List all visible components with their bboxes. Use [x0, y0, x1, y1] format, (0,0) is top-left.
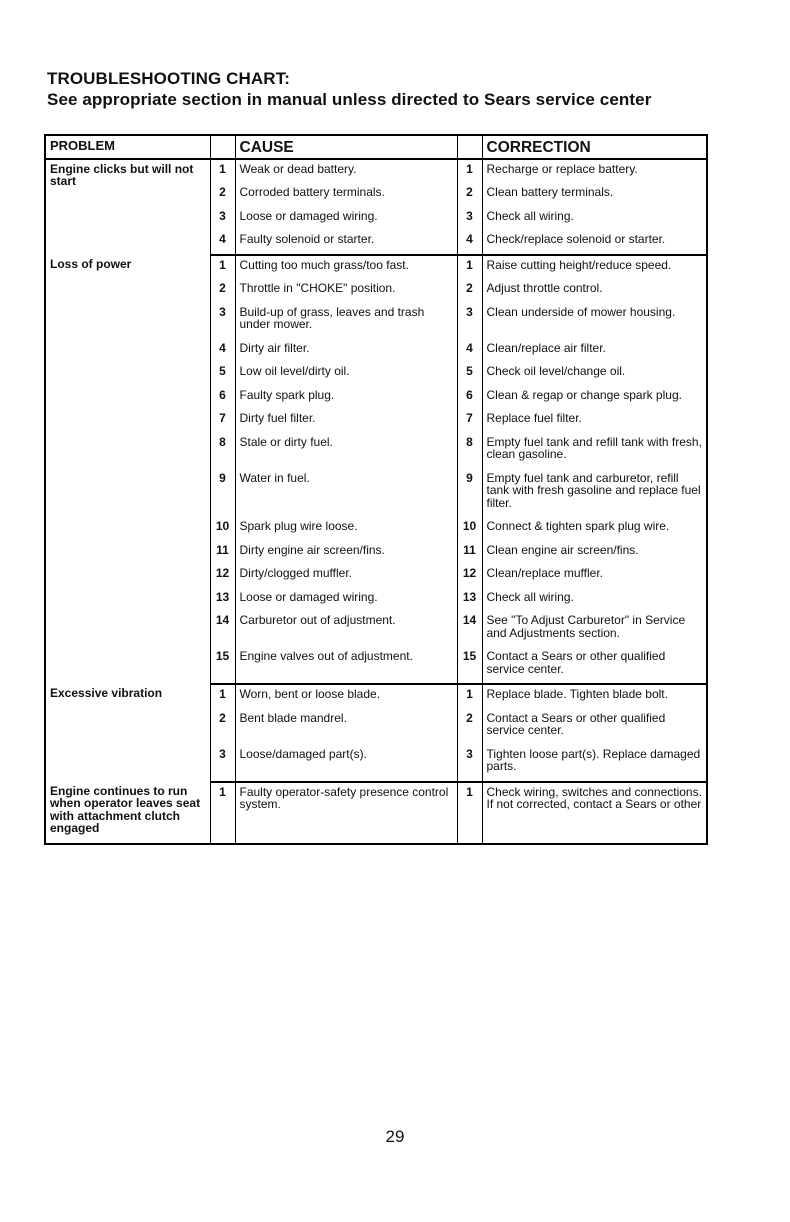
cause-number-cell: 10	[210, 517, 235, 541]
correction-cell: Connect & tighten spark plug wire.	[482, 517, 707, 541]
cause-cell: Stale or dirty fuel.	[235, 433, 457, 469]
cause-number-cell: 6	[210, 386, 235, 410]
cause-number-cell: 5	[210, 362, 235, 386]
correction-cell: Check oil level/change oil.	[482, 362, 707, 386]
cause-number-cell: 4	[210, 230, 235, 255]
correction-cell: Contact a Sears or other qualified service center.	[482, 709, 707, 745]
chart-title: TROUBLESHOOTING CHART:	[47, 69, 291, 88]
cause-cell: Spark plug wire loose.	[235, 517, 457, 541]
cause-number-cell: 3	[210, 207, 235, 231]
table-header-row	[45, 135, 707, 159]
table-row	[45, 684, 707, 709]
correction-cell: Clean underside of mower housing.	[482, 303, 707, 339]
table-body	[45, 159, 707, 844]
correction-cell: Tighten loose part(s). Replace damaged parts.	[482, 745, 707, 782]
correction-number-cell: 5	[457, 362, 482, 386]
cause-cell: Dirty air filter.	[235, 339, 457, 363]
chart-heading	[47, 68, 767, 110]
cause-cell: Weak or dead battery.	[235, 159, 457, 184]
table-row	[45, 159, 707, 184]
problem-cell: Engine continues to run when operator leaves seat with attachment clutch engaged	[45, 782, 210, 844]
cause-cell: Loose or damaged wiring.	[235, 207, 457, 231]
correction-number-cell: 15	[457, 647, 482, 684]
cause-cell: Worn, bent or loose blade.	[235, 684, 457, 709]
cause-cell: Faulty spark plug.	[235, 386, 457, 410]
cause-cell: Dirty/clogged muffler.	[235, 564, 457, 588]
problem-cell: Engine clicks but will not start	[45, 159, 210, 255]
cause-cell: Throttle in "CHOKE" position.	[235, 279, 457, 303]
problem-cell: Excessive vibration	[45, 684, 210, 782]
cause-number-cell: 13	[210, 588, 235, 612]
cause-column-header: CAUSE	[235, 135, 457, 159]
correction-number-cell: 4	[457, 230, 482, 255]
correction-number-cell: 8	[457, 433, 482, 469]
correction-number-cell: 3	[457, 745, 482, 782]
cause-number-cell: 2	[210, 709, 235, 745]
correction-number-cell: 4	[457, 339, 482, 363]
cause-cell: Bent blade mandrel.	[235, 709, 457, 745]
chart-subtitle: See appropriate section in manual unless directed to Sears service center	[47, 90, 652, 109]
correction-number-cell: 13	[457, 588, 482, 612]
correction-cell: Adjust throttle control.	[482, 279, 707, 303]
correction-cell: Recharge or replace battery.	[482, 159, 707, 184]
correction-number-cell: 9	[457, 469, 482, 518]
correction-cell: Replace blade. Tighten blade bolt.	[482, 684, 707, 709]
correction-cell: Replace fuel filter.	[482, 409, 707, 433]
correction-cell: Empty fuel tank and refill tank with fresh, clean gasoline.	[482, 433, 707, 469]
correction-number-cell: 10	[457, 517, 482, 541]
correction-number-cell: 2	[457, 279, 482, 303]
cause-number-cell: 15	[210, 647, 235, 684]
correction-cell: Contact a Sears or other qualified service center.	[482, 647, 707, 684]
correction-cell: Clean/replace muffler.	[482, 564, 707, 588]
cause-cell: Dirty fuel filter.	[235, 409, 457, 433]
correction-cell: Check/replace solenoid or starter.	[482, 230, 707, 255]
correction-cell: Clean battery terminals.	[482, 183, 707, 207]
correction-number-cell: 3	[457, 207, 482, 231]
correction-cell: Clean/replace air filter.	[482, 339, 707, 363]
cause-number-cell: 11	[210, 541, 235, 565]
correction-cell: Raise cutting height/reduce speed.	[482, 255, 707, 280]
page-number: 29	[385, 1127, 405, 1146]
cause-number-cell: 8	[210, 433, 235, 469]
cause-cell: Loose or damaged wiring.	[235, 588, 457, 612]
cause-cell: Corroded battery terminals.	[235, 183, 457, 207]
correction-number-cell: 3	[457, 303, 482, 339]
cause-number-cell: 3	[210, 303, 235, 339]
problem-column-header: PROBLEM	[45, 135, 210, 159]
cause-number-cell: 3	[210, 745, 235, 782]
cause-number-cell: 12	[210, 564, 235, 588]
correction-number-cell: 1	[457, 684, 482, 709]
correction-number-cell: 11	[457, 541, 482, 565]
cause-cell: Low oil level/dirty oil.	[235, 362, 457, 386]
cause-cell: Dirty engine air screen/fins.	[235, 541, 457, 565]
correction-number-cell: 1	[457, 255, 482, 280]
correction-cell: Empty fuel tank and carburetor, refill tank with fresh gasoline and replace fuel filter.	[482, 469, 707, 518]
problem-cell: Loss of power	[45, 255, 210, 685]
correction-cell: Clean engine air screen/fins.	[482, 541, 707, 565]
cause-number-cell: 14	[210, 611, 235, 647]
troubleshooting-table	[44, 134, 708, 845]
cause-number-cell: 9	[210, 469, 235, 518]
cause-cell: Build-up of grass, leaves and trash under mower.	[235, 303, 457, 339]
cause-number-cell: 1	[210, 684, 235, 709]
correction-number-cell: 2	[457, 183, 482, 207]
cause-number-cell: 7	[210, 409, 235, 433]
correction-number-cell: 7	[457, 409, 482, 433]
cause-cell: Faulty operator-safety presence control system.	[235, 782, 457, 844]
correction-number-column-header	[457, 135, 482, 159]
correction-number-cell: 14	[457, 611, 482, 647]
correction-column-header: CORRECTION	[482, 135, 707, 159]
correction-cell: Check all wiring.	[482, 588, 707, 612]
cause-number-cell: 1	[210, 159, 235, 184]
cause-number-cell: 2	[210, 279, 235, 303]
table-row	[45, 782, 707, 844]
correction-number-cell: 12	[457, 564, 482, 588]
cause-cell: Engine valves out of adjustment.	[235, 647, 457, 684]
correction-number-cell: 2	[457, 709, 482, 745]
correction-number-cell: 6	[457, 386, 482, 410]
cause-number-cell: 2	[210, 183, 235, 207]
correction-cell: Clean & regap or change spark plug.	[482, 386, 707, 410]
correction-cell: See "To Adjust Carburetor" in Service and Adjustments section.	[482, 611, 707, 647]
correction-number-cell: 1	[457, 782, 482, 844]
cause-number-column-header	[210, 135, 235, 159]
cause-cell: Faulty solenoid or starter.	[235, 230, 457, 255]
correction-cell: Check wiring, switches and connections. If not corrected, contact a Sears or other	[482, 782, 707, 844]
correction-number-cell: 1	[457, 159, 482, 184]
cause-cell: Water in fuel.	[235, 469, 457, 518]
cause-cell: Cutting too much grass/too fast.	[235, 255, 457, 280]
cause-cell: Carburetor out of adjustment.	[235, 611, 457, 647]
cause-number-cell: 1	[210, 255, 235, 280]
cause-cell: Loose/damaged part(s).	[235, 745, 457, 782]
cause-number-cell: 1	[210, 782, 235, 844]
table-row	[45, 255, 707, 280]
correction-cell: Check all wiring.	[482, 207, 707, 231]
cause-number-cell: 4	[210, 339, 235, 363]
